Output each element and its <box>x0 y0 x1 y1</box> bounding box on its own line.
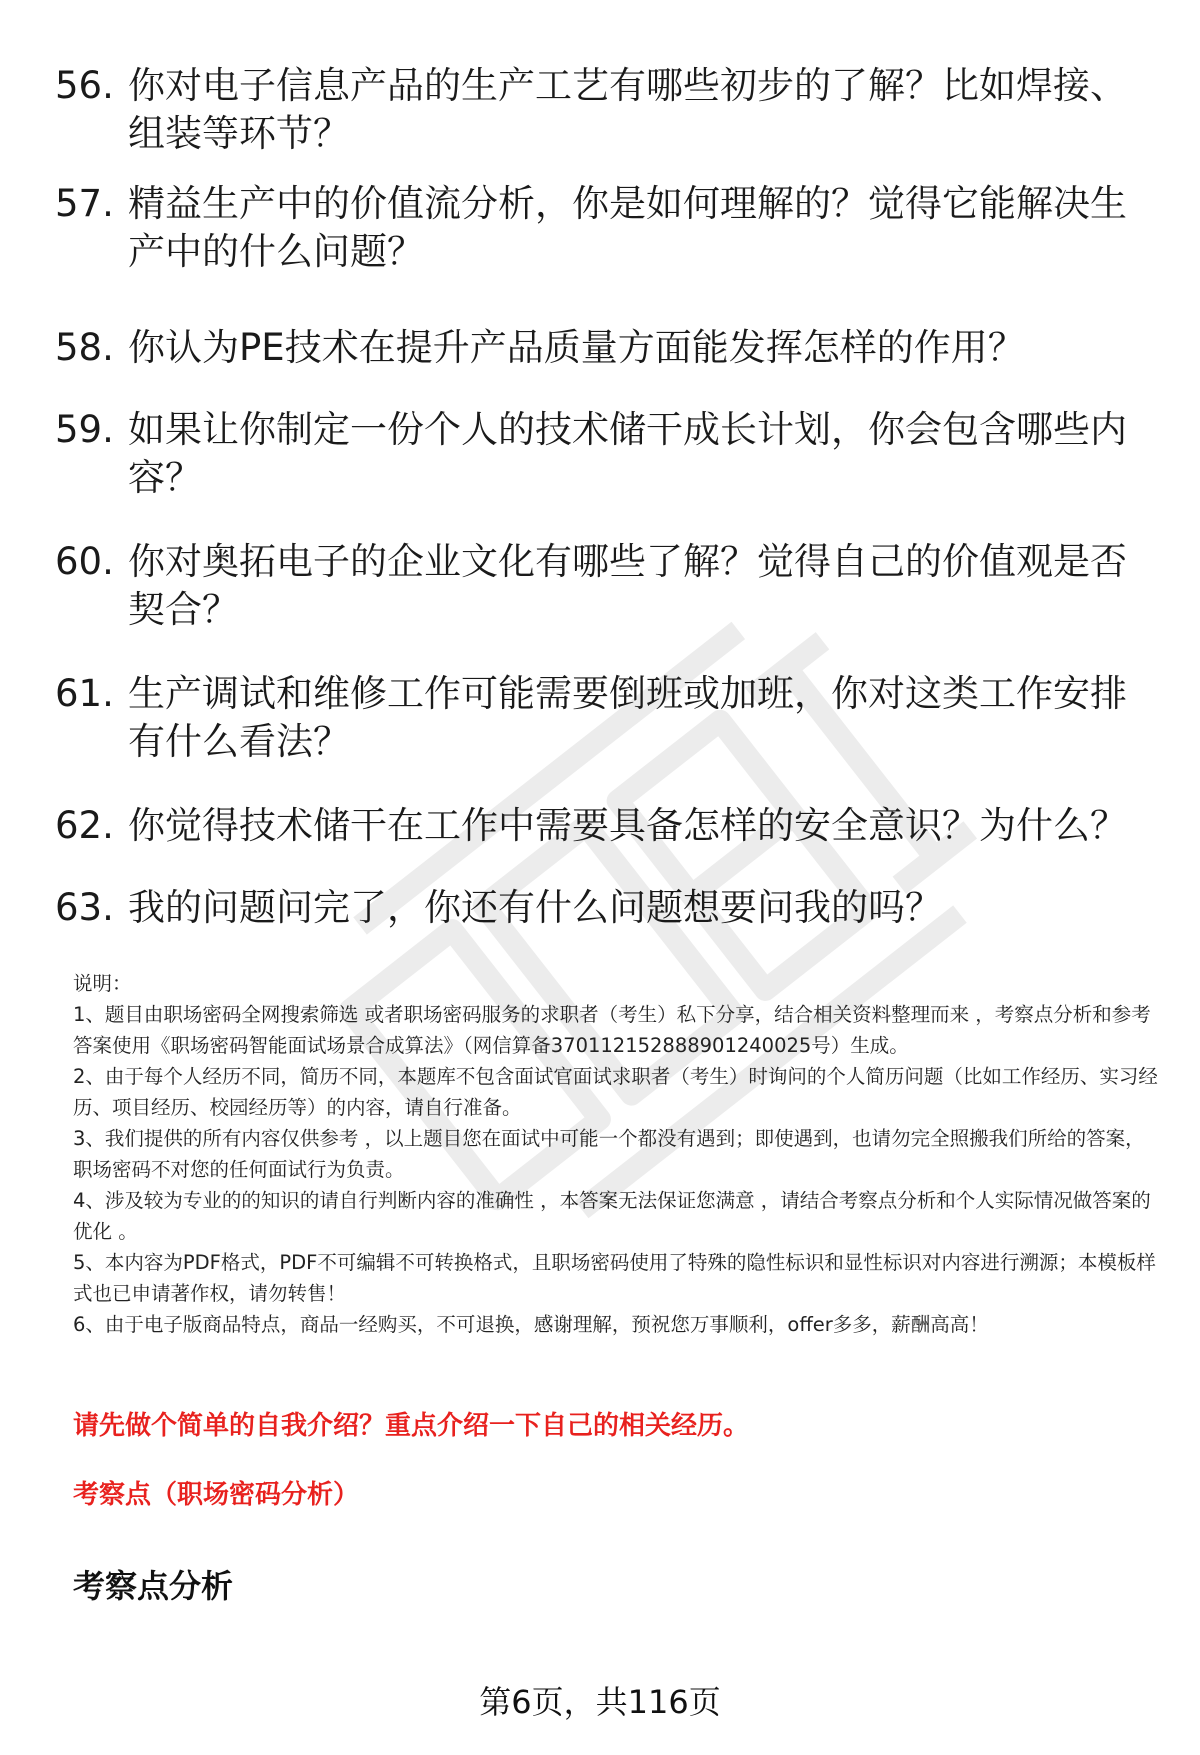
question-number: 59. <box>55 408 114 451</box>
question-number: 62. <box>55 804 114 847</box>
page-footer: 第6页，共116页 <box>479 1683 721 1721</box>
highlight-question: 请先做个简单的自我介绍？重点介绍一下自己的相关经历。 <box>73 1411 750 1441</box>
question-text: 你认为PE技术在提升产品质量方面能发挥怎样的作用？ <box>128 326 1025 369</box>
question-number: 58. <box>55 326 114 369</box>
question-text: 我的问题问完了，你还有什么问题想要问我的吗？ <box>128 886 942 929</box>
question-text: 生产调试和维修工作可能需要倒班或加班，你对这类工作安排有什么看法？ <box>128 672 1127 763</box>
question-number: 56. <box>55 64 114 107</box>
question-number: 57. <box>55 182 114 225</box>
note-item: 5、本内容为PDF格式，PDF不可编辑不可转换格式，且职场密码使用了特殊的隐性标识和显性标识对内容进行溯源；本模板样式也已申请著作权，请勿转售！ <box>73 1251 1156 1305</box>
section-title: 考察点分析 <box>73 1567 234 1605</box>
question-text: 精益生产中的价值流分析，你是如何理解的？觉得它能解决生产中的什么问题？ <box>128 182 1127 273</box>
question-text: 你对电子信息产品的生产工艺有哪些初步的了解？比如焊接、组装等环节？ <box>128 64 1127 155</box>
note-item: 4、涉及较为专业的的知识的请自行判断内容的准确性 ，本答案无法保证您满意 ，请结合考察点分析和个人实际情况做答案的优化 。 <box>73 1189 1151 1243</box>
note-item: 1、题目由职场密码全网搜索筛选 或者职场密码服务的求职者（考生）私下分享，结合相关资料整理而来 ，考察点分析和参考答案使用《职场密码智能面试场景合成算法》（网信算备370112152888901240025号）生成。 <box>73 1003 1151 1057</box>
question-number: 61. <box>55 672 114 715</box>
question-text: 你对奥拓电子的企业文化有哪些了解？觉得自己的价值观是否契合？ <box>128 540 1127 631</box>
note-item: 3、我们提供的所有内容仅供参考 ，以上题目您在面试中可能一个都没有遇到；即使遇到，也请勿完全照搬我们所给的答案，职场密码不对您的任何面试行为负责。 <box>73 1127 1145 1181</box>
question-text: 你觉得技术储干在工作中需要具备怎样的安全意识？为什么？ <box>128 804 1127 847</box>
disclaimer-notes <box>73 968 1163 1340</box>
note-item: 6、由于电子版商品特点，商品一经购买，不可退换，感谢理解，预祝您万事顺利，offer多多，薪酬高高！ <box>73 1313 989 1336</box>
analysis-label: 考察点（职场密码分析） <box>73 1480 360 1510</box>
question-number: 63. <box>55 886 114 929</box>
note-item: 2、由于每个人经历不同，简历不同，本题库不包含面试官面试求职者（考生）时询问的个人简历问题（比如工作经历、实习经历、项目经历、校园经历等）的内容，请自行准备。 <box>73 1065 1158 1119</box>
notes-heading: 说明： <box>73 972 132 995</box>
question-text: 如果让你制定一份个人的技术储干成长计划，你会包含哪些内容？ <box>128 408 1127 499</box>
question-number: 60. <box>55 540 114 583</box>
